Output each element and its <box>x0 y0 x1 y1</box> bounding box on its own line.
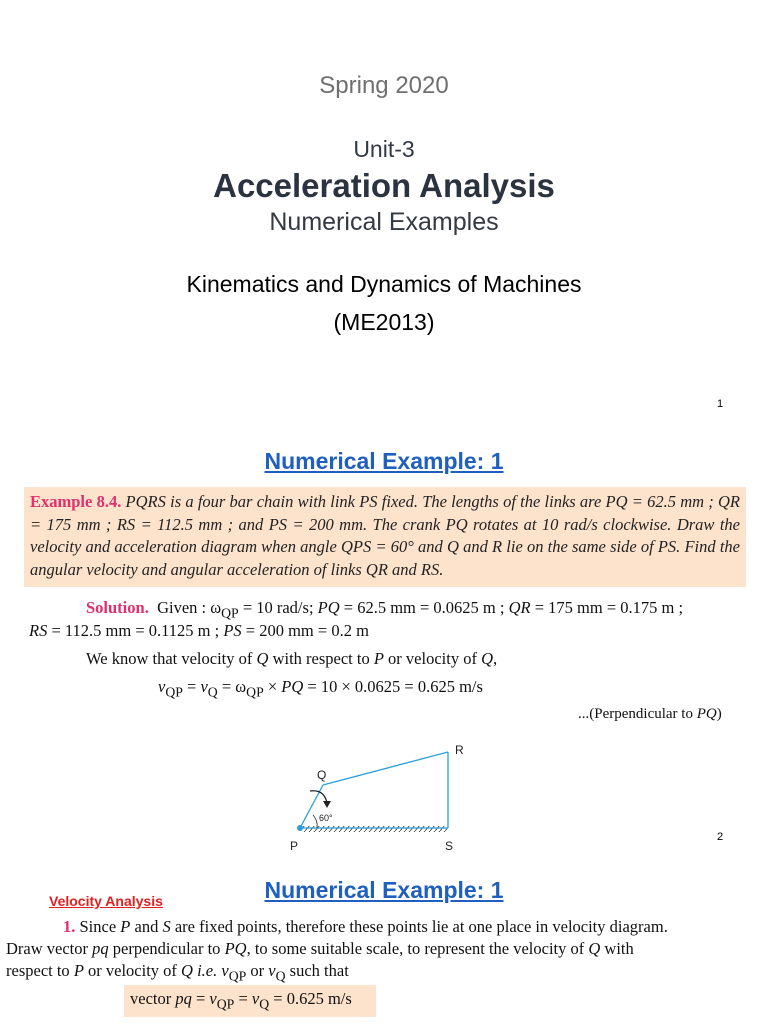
label-p: P <box>290 839 299 853</box>
vector-equation: vector pq = $v_{QP} = v_Q = 0.625$ m/s <box>130 989 352 1012</box>
link-qr <box>323 752 448 785</box>
semester: Spring 2020 <box>319 72 449 99</box>
solution-label: Solution. <box>86 598 149 617</box>
page-number-2: 2 <box>717 831 724 843</box>
example-heading-2: Numerical Example: 1 <box>264 877 504 903</box>
unit-label: Unit-3 <box>353 136 415 162</box>
example-text: PQRS is a four bar chain with link PS fixed. The lengths of the links are PQ = 62.5 mm ; QR = 175 mm ; RS = 112.5 mm ; and PS = 200 mm. The crank PQ rotates at 10 rad/s clockwise. Draw the velocity and acceleration diagram when angle QPS = 60° and Q and R lie on the same side of PS. Find the angular velocity and angular acceleration of links QR and RS. <box>30 492 741 579</box>
label-s: S <box>445 839 454 853</box>
pivot-p <box>297 825 303 831</box>
example-label: Example 8.4. <box>30 492 122 511</box>
section-label: Velocity Analysis <box>49 893 163 909</box>
step-1-line-2: Draw vector pq perpendicular to PQ, to some suitable scale, to represent the velocity of Q with <box>6 939 634 958</box>
velocity-equation: $v_{QP} = v_Q = \omega_{QP}$ × PQ = 10 × 0.0625 = 0.625 m/s <box>158 677 483 700</box>
solution-line-3: We know that velocity of Q with respect to P or velocity of Q, <box>86 649 498 668</box>
label-r: R <box>455 743 464 757</box>
page-subtitle: Numerical Examples <box>269 208 499 236</box>
ground-hatch <box>300 826 448 832</box>
course-name: Kinematics and Dynamics of Machines <box>186 271 582 297</box>
label-q: Q <box>317 768 327 782</box>
solution-line-1: Solution. Given : $\omega_{QP} = 10$ rad/s; PQ = 62.5 mm = 0.0625 m ; QR = 175 mm = 0.175 m ; <box>86 598 684 621</box>
example-heading: Numerical Example: 1 <box>264 448 504 474</box>
step-1-line-1: 1. Since P and S are fixed points, therefore these points lie at one place in velocity diagram. <box>63 917 668 936</box>
rotation-arrowhead <box>323 801 331 808</box>
four-bar-chain-diagram <box>270 735 490 853</box>
solution-line-2: RS = 112.5 mm = 0.1125 m ; PS = 200 mm = 0.2 m <box>29 621 369 640</box>
example-statement <box>30 491 740 581</box>
angle-label: 60° <box>319 813 333 823</box>
perpendicular-note: ...(Perpendicular to PQ) <box>578 706 722 722</box>
course-code: (ME2013) <box>333 309 435 335</box>
page-number-1: 1 <box>717 398 724 410</box>
page-title: Acceleration Analysis <box>213 167 555 204</box>
step-1-line-3: respect to P or velocity of Q i.e. $v_{QP}$ or $v_Q$ such that <box>6 961 349 984</box>
